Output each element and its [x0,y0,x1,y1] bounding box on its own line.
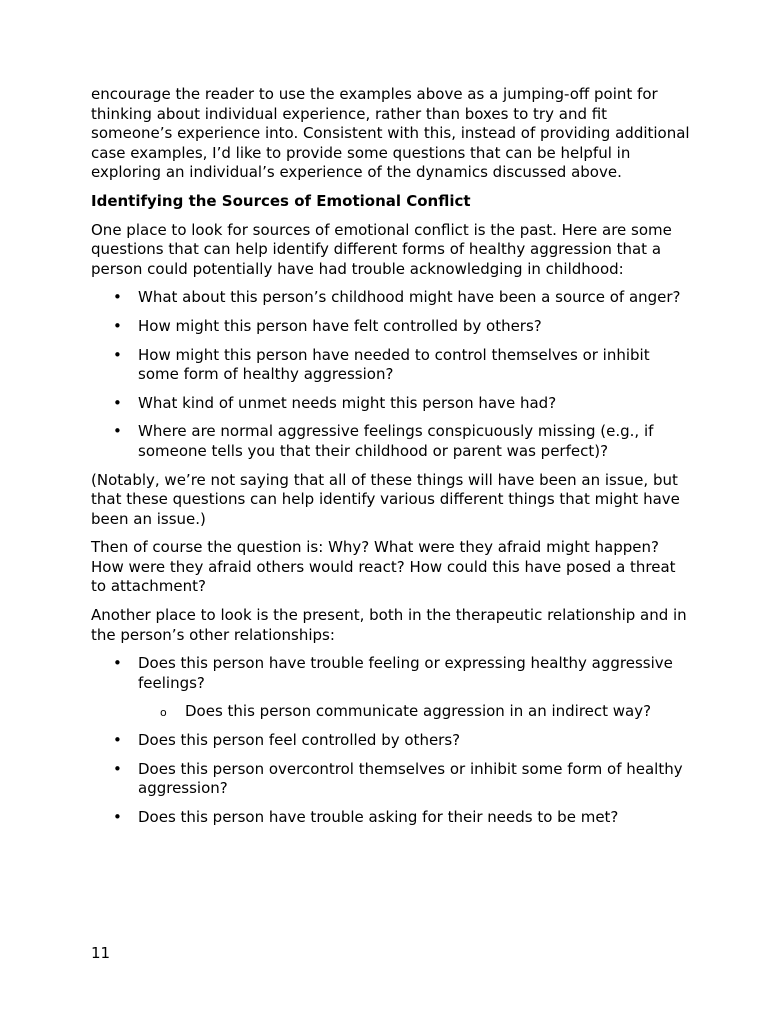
list-item-text: Does this person have trouble asking for their needs to be met? [138,807,619,826]
bullet-icon: • [113,393,122,412]
list-item [91,394,691,414]
list-item-text: Does this person overcontrol themselves or inhibit some form of healthy aggression? [138,759,683,798]
section-heading: Identifying the Sources of Emotional Conflict [91,191,471,210]
list-item [91,288,691,308]
list-item-text: Where are normal aggressive feelings conspicuously missing (e.g., if someone tells you that their childhood or parent was perfect)? [138,422,654,460]
page-number: 11 [91,944,111,962]
list-item-text: What kind of unmet needs might this person have had? [138,393,557,412]
list-item-text: Does this person feel controlled by others? [138,731,461,750]
past-intro-paragraph: One place to look for sources of emotional conflict is the past. Here are some questions that can help identify different forms of healthy aggression that a person could potentially have had trouble acknowledging in childhood: [91,220,672,278]
list-item-text: How might this person have felt controlled by others? [138,316,542,335]
bullet-icon: • [113,345,122,364]
list-item-text: Does this person have trouble feeling or expressing healthy aggressive feelings? [138,654,673,692]
list-item-text: How might this person have needed to control themselves or inhibit some form of healthy aggression? [138,345,650,384]
bullet-icon: • [113,654,122,673]
list-item-text: What about this person’s childhood might have been a source of anger? [138,288,681,307]
bullet-icon: • [113,759,122,778]
past-questions-list [91,288,691,461]
sub-list-item-text: Does this person communicate aggression in an indirect way? [185,702,652,721]
present-intro-paragraph: Another place to look is the present, both in the therapeutic relationship and in the person’s other relationships: [91,606,687,644]
bullet-icon: • [113,422,122,441]
sub-questions-list [138,702,691,722]
present-questions-list [91,654,691,827]
sub-list-item [138,702,691,722]
intro-paragraph: encourage the reader to use the examples above as a jumping-off point for thinking about individual experience, rather than boxes to try and fit someone’s experience into. Consistent with this, instead of providing additional case examples, I’d like to provide some questions that can be helpful in exploring an individual’s experience of the dynamics discussed above. [91,85,690,182]
list-item [91,731,691,751]
list-item [91,760,691,799]
bullet-icon: • [113,731,122,750]
list-item [91,317,691,337]
document-page [91,85,691,836]
circle-bullet-icon: o [160,706,167,720]
bullet-icon: • [113,807,122,826]
why-paragraph: Then of course the question is: Why? What were they afraid might happen? How were they afraid others would react? How could this have posed a threat to attachment? [91,538,676,596]
notably-paragraph: (Notably, we’re not saying that all of these things will have been an issue, but that these questions can help identify various different things that might have been an issue.) [91,470,680,528]
bullet-icon: • [113,316,122,335]
list-item [91,808,691,828]
bullet-icon: • [113,288,122,307]
list-item [91,346,691,385]
list-item [91,654,691,722]
list-item [91,422,691,461]
